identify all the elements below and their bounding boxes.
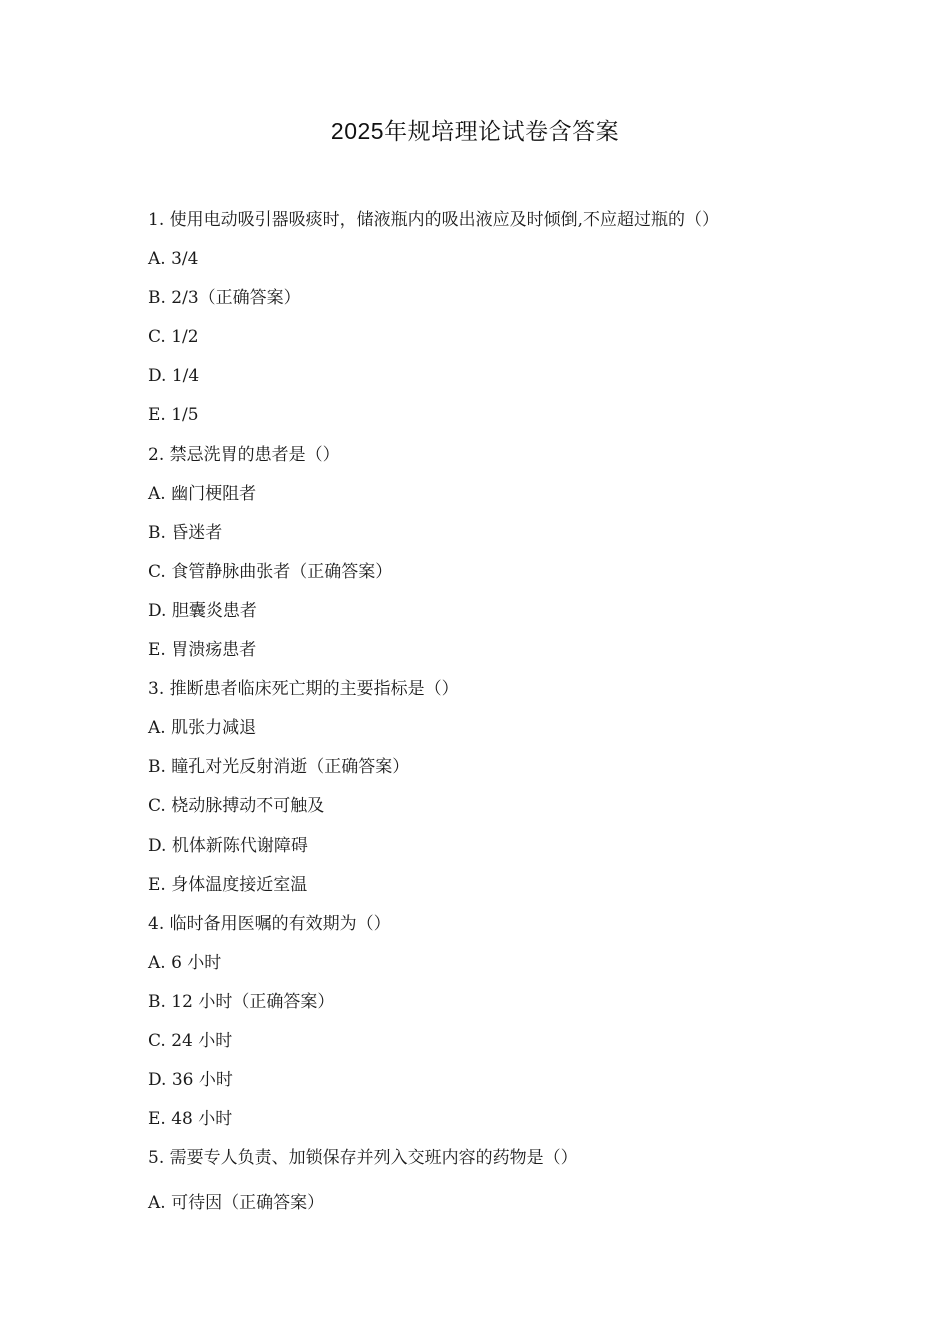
question-2-option-a: A. 幽门梗阻者 — [148, 483, 257, 504]
question-4-option-b: B. 12 小时（正确答案） — [148, 991, 335, 1012]
question-1-option-b: B. 2/3（正确答案） — [148, 288, 301, 309]
question-2-stem: 2. 禁忌洗胃的患者是（） — [148, 444, 340, 465]
question-2-option-d: D. 胆囊炎患者 — [148, 600, 257, 621]
question-3-option-e: E. 身体温度接近室温 — [148, 874, 308, 895]
question-2-option-c: C. 食管静脉曲张者（正确答案） — [148, 561, 393, 582]
question-3-option-b: B. 瞳孔对光反射消逝（正确答案） — [148, 757, 410, 778]
question-4-option-d: D. 36 小时 — [148, 1070, 233, 1091]
question-1-option-c: C. 1/2 — [148, 327, 199, 348]
question-1-stem: 1. 使用电动吸引器吸痰时，储液瓶内的吸出液应及时倾倒,不应超过瓶的（） — [148, 210, 720, 230]
question-4-option-c: C. 24 小时 — [148, 1030, 233, 1051]
question-3-option-a: A. 肌张力减退 — [148, 718, 257, 739]
question-3-option-c: C. 桡动脉搏动不可触及 — [148, 796, 325, 817]
question-2-option-e: E. 胃溃疡患者 — [148, 640, 257, 661]
question-1-option-d: D. 1/4 — [148, 366, 200, 387]
document-title: 2025年规培理论试卷含答案 — [330, 118, 620, 144]
question-3-stem: 3. 推断患者临床死亡期的主要指标是（） — [148, 679, 459, 700]
question-3-option-d: D. 机体新陈代谢障碍 — [148, 835, 308, 856]
question-1-option-e: E. 1/5 — [148, 405, 199, 426]
question-4-option-a: A. 6 小时 — [148, 952, 222, 973]
question-list — [148, 201, 888, 1223]
question-4-option-e: E. 48 小时 — [148, 1109, 233, 1130]
question-5-option-a: A. 可待因（正确答案） — [148, 1193, 325, 1214]
question-4-stem: 4. 临时备用医嘱的有效期为（） — [148, 913, 391, 934]
question-1-option-a: A. 3/4 — [148, 249, 199, 270]
question-2-option-b: B. 昏迷者 — [148, 522, 223, 543]
question-5-stem: 5. 需要专人负责、加锁保存并列入交班内容的药物是（） — [148, 1148, 578, 1169]
